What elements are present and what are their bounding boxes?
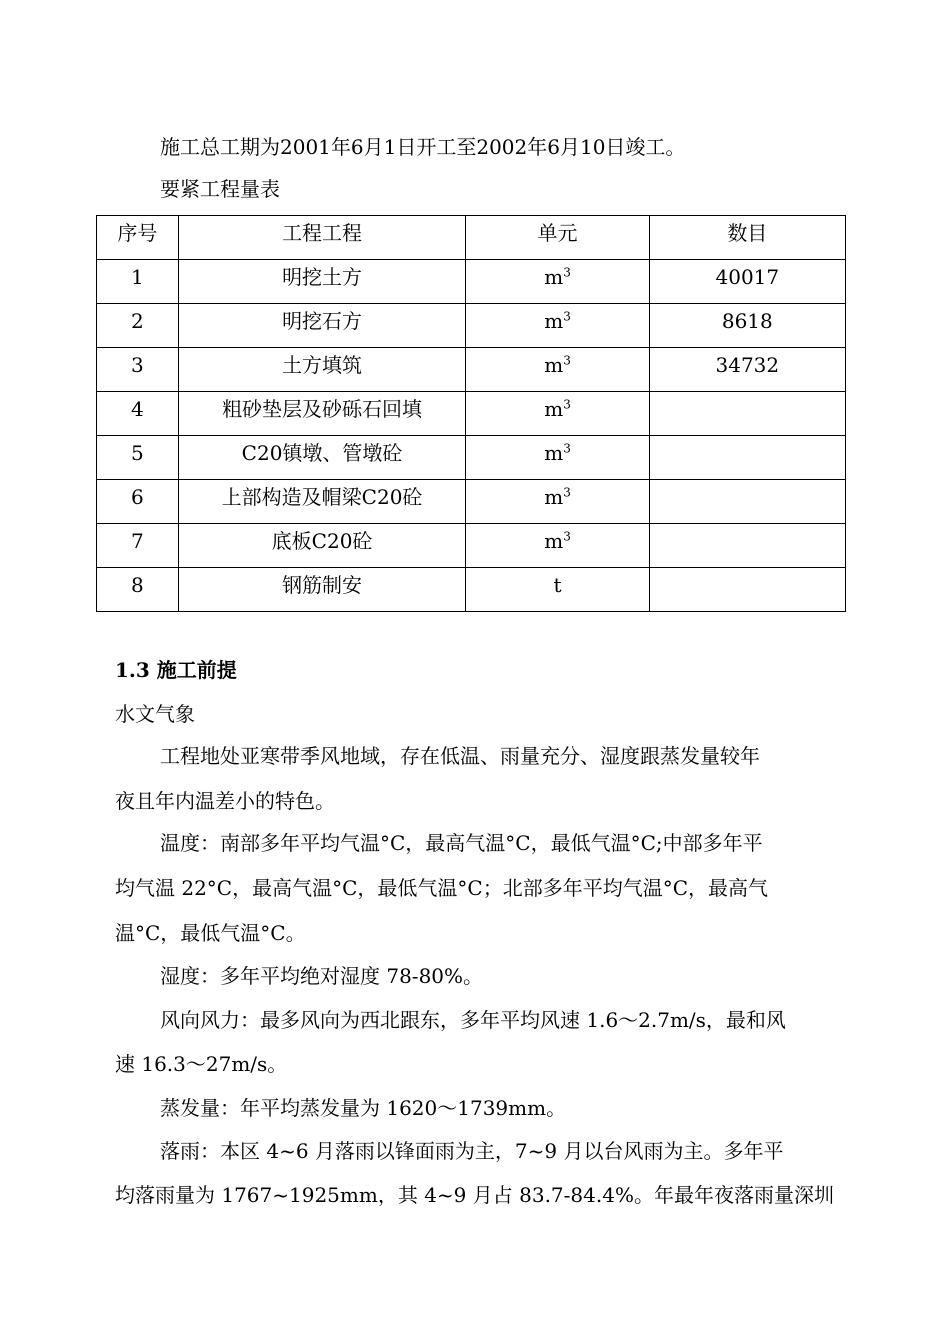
cell-unit	[466, 348, 649, 392]
header-unit: 单元	[466, 216, 649, 260]
cell-no: 3	[97, 348, 179, 392]
unit-text: m	[544, 265, 564, 289]
cell-item: 明挖土方	[178, 260, 466, 304]
cell-qty: 8618	[649, 304, 845, 348]
cell-no: 4	[97, 392, 179, 436]
body-line: 蒸发量：年平均蒸发量为 1620～1739mm。	[160, 1096, 567, 1120]
table-header-row	[97, 216, 846, 260]
unit-text: m	[544, 529, 564, 553]
unit-superscript: 3	[563, 529, 571, 544]
header-qty: 数目	[649, 216, 845, 260]
quantity-table	[96, 215, 846, 612]
cell-item: 底板C20砼	[178, 524, 466, 568]
cell-item: 钢筋制安	[178, 568, 466, 612]
body-line: 工程地处亚寒带季风地域，存在低温、雨量充分、湿度跟蒸发量较年	[160, 744, 760, 768]
cell-item: 上部构造及帽梁C20砼	[178, 480, 466, 524]
cell-unit	[466, 568, 649, 612]
table-caption: 要紧工程量表	[160, 177, 280, 201]
cell-unit	[466, 304, 649, 348]
body-line: 落雨：本区 4~6 月落雨以锋面雨为主，7~9 月以台风雨为主。多年平	[160, 1139, 784, 1163]
section-heading: 1.3 施工前提	[115, 658, 237, 682]
cell-item: 粗砂垫层及砂砾石回填	[178, 392, 466, 436]
cell-unit	[466, 260, 649, 304]
unit-superscript: 3	[563, 309, 571, 324]
table-row	[97, 392, 846, 436]
cell-no: 6	[97, 480, 179, 524]
table-row	[97, 304, 846, 348]
header-item: 工程工程	[178, 216, 466, 260]
cell-unit	[466, 480, 649, 524]
unit-text: m	[544, 397, 564, 421]
body-line: 温度：南部多年平均气温°C，最高气温°C，最低气温°C;中部多年平	[160, 831, 763, 855]
table-row	[97, 348, 846, 392]
cell-qty	[649, 436, 845, 480]
unit-superscript: 3	[563, 485, 571, 500]
table-row	[97, 260, 846, 304]
cell-item: 土方填筑	[178, 348, 466, 392]
cell-qty	[649, 524, 845, 568]
unit-superscript: 3	[563, 397, 571, 412]
body-line: 风向风力：最多风向为西北跟东，多年平均风速 1.6～2.7m/s，最和风	[160, 1008, 786, 1032]
body-line: 均落雨量为 1767~1925mm，其 4~9 月占 83.7-84.4%。年最年夜落雨量深圳	[115, 1183, 834, 1207]
cell-no: 5	[97, 436, 179, 480]
unit-text: t	[553, 573, 562, 597]
header-no: 序号	[97, 216, 179, 260]
table-row	[97, 436, 846, 480]
body-line: 湿度：多年平均绝对湿度 78-80%。	[160, 964, 484, 988]
table-row	[97, 524, 846, 568]
cell-item: C20镇墩、管墩砼	[178, 436, 466, 480]
unit-superscript: 3	[563, 353, 571, 368]
unit-text: m	[544, 309, 564, 333]
cell-unit	[466, 524, 649, 568]
cell-item: 明挖石方	[178, 304, 466, 348]
cell-qty	[649, 480, 845, 524]
cell-qty	[649, 392, 845, 436]
table-row	[97, 568, 846, 612]
cell-no: 1	[97, 260, 179, 304]
cell-qty: 40017	[649, 260, 845, 304]
cell-no: 8	[97, 568, 179, 612]
unit-text: m	[544, 441, 564, 465]
unit-superscript: 3	[563, 441, 571, 456]
section-subheading: 水文气象	[115, 702, 195, 726]
cell-unit	[466, 392, 649, 436]
cell-qty: 34732	[649, 348, 845, 392]
body-line: 夜且年内温差小的特色。	[115, 789, 335, 813]
unit-superscript: 3	[563, 265, 571, 280]
cell-unit	[466, 436, 649, 480]
cell-qty	[649, 568, 845, 612]
unit-text: m	[544, 353, 564, 377]
unit-text: m	[544, 485, 564, 509]
body-line: 均气温 22°C，最高气温°C，最低气温°C；北部多年平均气温°C，最高气	[115, 876, 769, 900]
body-line: 温°C，最低气温°C。	[115, 921, 306, 945]
cell-no: 2	[97, 304, 179, 348]
body-line: 速 16.3～27m/s。	[115, 1052, 288, 1076]
table-row	[97, 480, 846, 524]
schedule-paragraph: 施工总工期为2001年6月1日开工至2002年6月10日竣工。	[160, 135, 686, 159]
cell-no: 7	[97, 524, 179, 568]
